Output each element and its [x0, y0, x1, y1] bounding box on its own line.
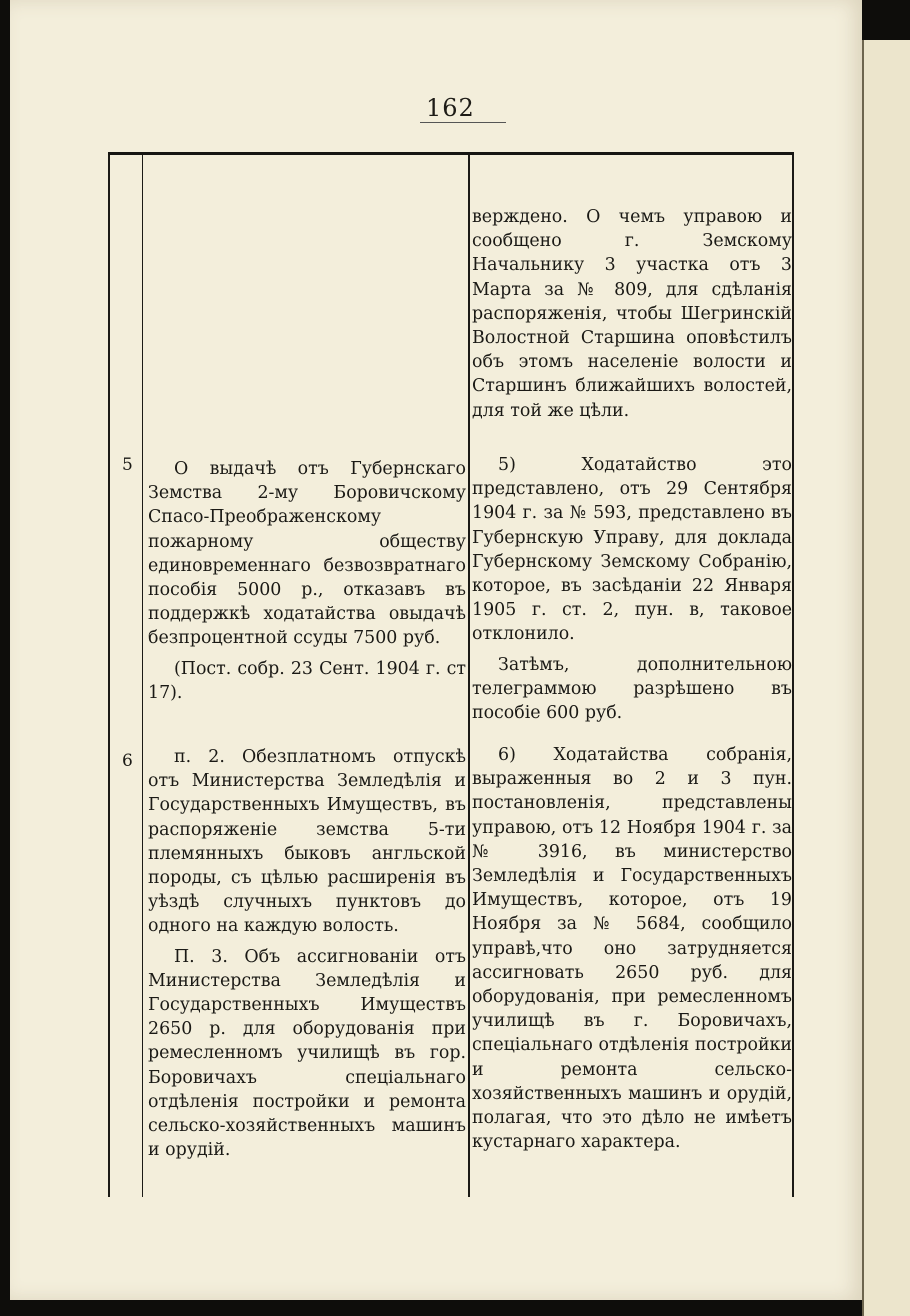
table-left-border: [108, 155, 110, 1197]
table-right-border: [792, 155, 794, 1197]
request-paragraph: О выдачѣ отъ Губернскаго Земства 2-му Боровичскому Спасо-Преображенскому пожарному обществу единовременнаго безвозвратнаго пособія 5000 р., отказавъ въ поддержкѣ ходатайства овыдачѣ безпроцентной ссуды 7500 руб.: [148, 459, 466, 649]
request-paragraph: п. 2. Обезплатномъ отпускѣ отъ Министерства Земледѣлія и Государственныхъ Имуществъ, въ распоряженіе земства 5-ти племянныхъ быковъ англьской породы, съ цѣлью расширенія въ уѣздѣ случныхъ пунктовъ до одного на каждую волость.: [148, 747, 466, 937]
row-5-request: [148, 457, 466, 711]
record-table: [108, 152, 794, 1197]
row-number: 6: [122, 751, 133, 771]
row-number: 5: [122, 455, 133, 475]
request-paragraph: П. 3. Объ ассигнованіи отъ Министерства Земледѣлія и Государственныхъ Имуществъ 2650 р. для оборудованія при ремесленномъ училищѣ въ гор. Боровичахъ спеціальнаго отдѣленія постройки и ремонта сельско-хозяйственныхъ машинъ и орудій.: [148, 946, 466, 1161]
outcome-paragraph: 5) Ходатайство это представлено, отъ 29 Сентября 1904 г. за № 593, представлено въ Губернскую Управу, для доклада Губернскому Земскому Собранію, которое, въ засѣданіи 22 Января 1905 г. ст. 2, пун. в, таковое отклонило.: [472, 455, 792, 645]
continuation-paragraph: верждено. О чемъ управою и сообщено г. Земскому Начальнику 3 участка отъ 3 Марта за № 809, для сдѣланія распоряженія, чтобы Шегринскій Волостной Старшина оповѣстилъ объ этомъ населеніе волости и Старшинъ ближайшихъ волостей, для той же цѣли.: [472, 207, 792, 421]
row-5-outcome: [472, 453, 792, 731]
column-divider: [468, 155, 470, 1197]
page-number: 162: [420, 94, 506, 123]
row-6-request: [148, 745, 466, 1168]
outcome-paragraph: 6) Ходатайства собранія, выраженныя во 2 и 3 пун. постановленія, представлены управою, отъ 12 Ноября 1904 г. за № 3916, въ министерство Земледѣлія и Государственныхъ Имуществъ, которое, отъ 19 Ноября за № 5684, сообщило управѣ,что оно затрудняется ассигновать 2650 руб. для оборудованія, при ремесленномъ училищѣ въ г. Боровичахъ, спеціальнаго отдѣленія постройки и ремонта сельско-хозяйственныхъ машинъ и орудій, полагая, что это дѣло не имѣетъ кустарнаго характера.: [472, 745, 792, 1153]
next-page-edge: [862, 40, 910, 1316]
number-column-divider: [142, 155, 143, 1197]
request-citation: (Пост. собр. 23 Сент. 1904 г. ст 17).: [148, 658, 466, 703]
outcome-paragraph: Затѣмъ, дополнительною телеграммою разрѣшено въ пособіе 600 руб.: [472, 654, 792, 724]
row-6-outcome: [472, 743, 792, 1160]
continuation-text: [472, 205, 792, 429]
